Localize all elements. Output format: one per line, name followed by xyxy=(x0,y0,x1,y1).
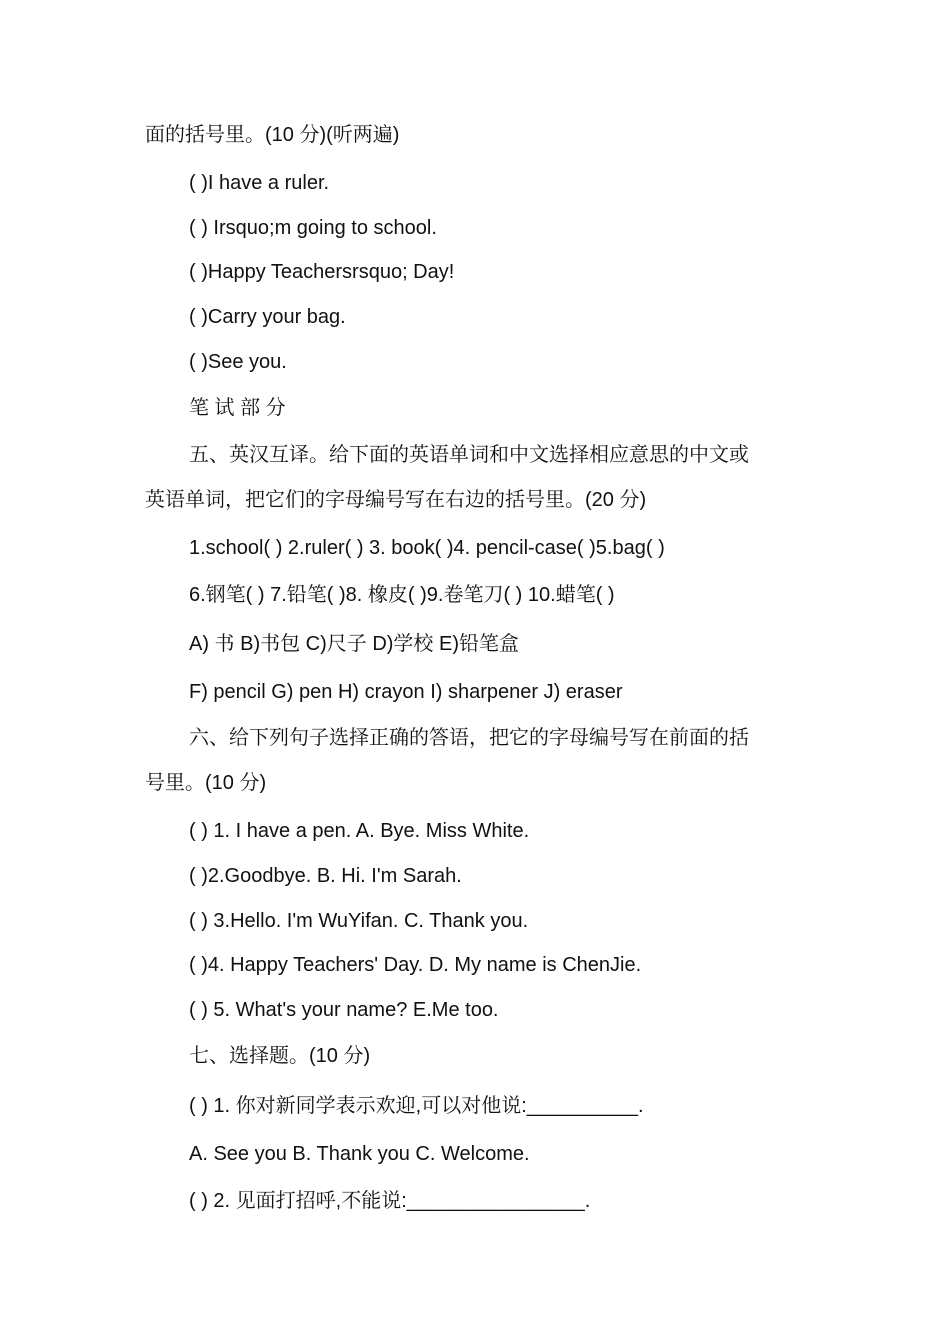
vocabulary-line: 1.school( ) 2.ruler( ) 3. book( )4. pencil-case( )5.bag( ) xyxy=(189,537,665,559)
listening-item: ( )See you. xyxy=(189,351,287,373)
choice-options: A. See you B. Thank you C. Welcome. xyxy=(189,1143,530,1165)
answer-options: F) pencil G) pen H) crayon I) sharpener J) eraser xyxy=(189,681,623,703)
question-heading-continued: 英语单词，把它们的字母编号写在右边的括号里。(20 分) xyxy=(145,489,647,511)
choice-question: ( ) 1. 你对新同学表示欢迎,可以对他说:__________. xyxy=(189,1095,644,1117)
matching-item: ( )2.Goodbye. B. Hi. I'm Sarah. xyxy=(189,865,462,887)
listening-item: ( )Carry your bag. xyxy=(189,306,346,328)
text-line: 面的括号里。(10 分)(听两遍) xyxy=(145,124,400,146)
section-heading: 笔 试 部 分 xyxy=(189,397,286,419)
matching-item: ( ) 5. What's your name? E.Me too. xyxy=(189,999,499,1021)
question-heading-continued: 号里。(10 分) xyxy=(145,772,267,794)
matching-item: ( ) 3.Hello. I'm WuYifan. C. Thank you. xyxy=(189,910,529,932)
choice-question: ( ) 2. 见面打招呼,不能说:________________. xyxy=(189,1190,591,1212)
question-heading: 五、英汉互译。给下面的英语单词和中文选择相应意思的中文或 xyxy=(189,444,749,466)
question-heading: 六、给下列句子选择正确的答语，把它的字母编号写在前面的括 xyxy=(189,727,749,749)
listening-item: ( )I have a ruler. xyxy=(189,172,330,194)
listening-item: ( )Happy Teachersrsquo; Day! xyxy=(189,261,455,283)
answer-options: A) 书 B)书包 C)尺子 D)学校 E)铅笔盒 xyxy=(189,633,519,655)
vocabulary-line: 6.钢笔( ) 7.铅笔( )8. 橡皮( )9.卷笔刀( ) 10.蜡笔( ) xyxy=(189,584,615,606)
question-heading: 七、选择题。(10 分) xyxy=(189,1045,371,1067)
matching-item: ( ) 1. I have a pen. A. Bye. Miss White. xyxy=(189,820,530,842)
listening-item: ( ) Irsquo;m going to school. xyxy=(189,217,437,239)
matching-item: ( )4. Happy Teachers' Day. D. My name is ChenJie. xyxy=(189,954,642,976)
